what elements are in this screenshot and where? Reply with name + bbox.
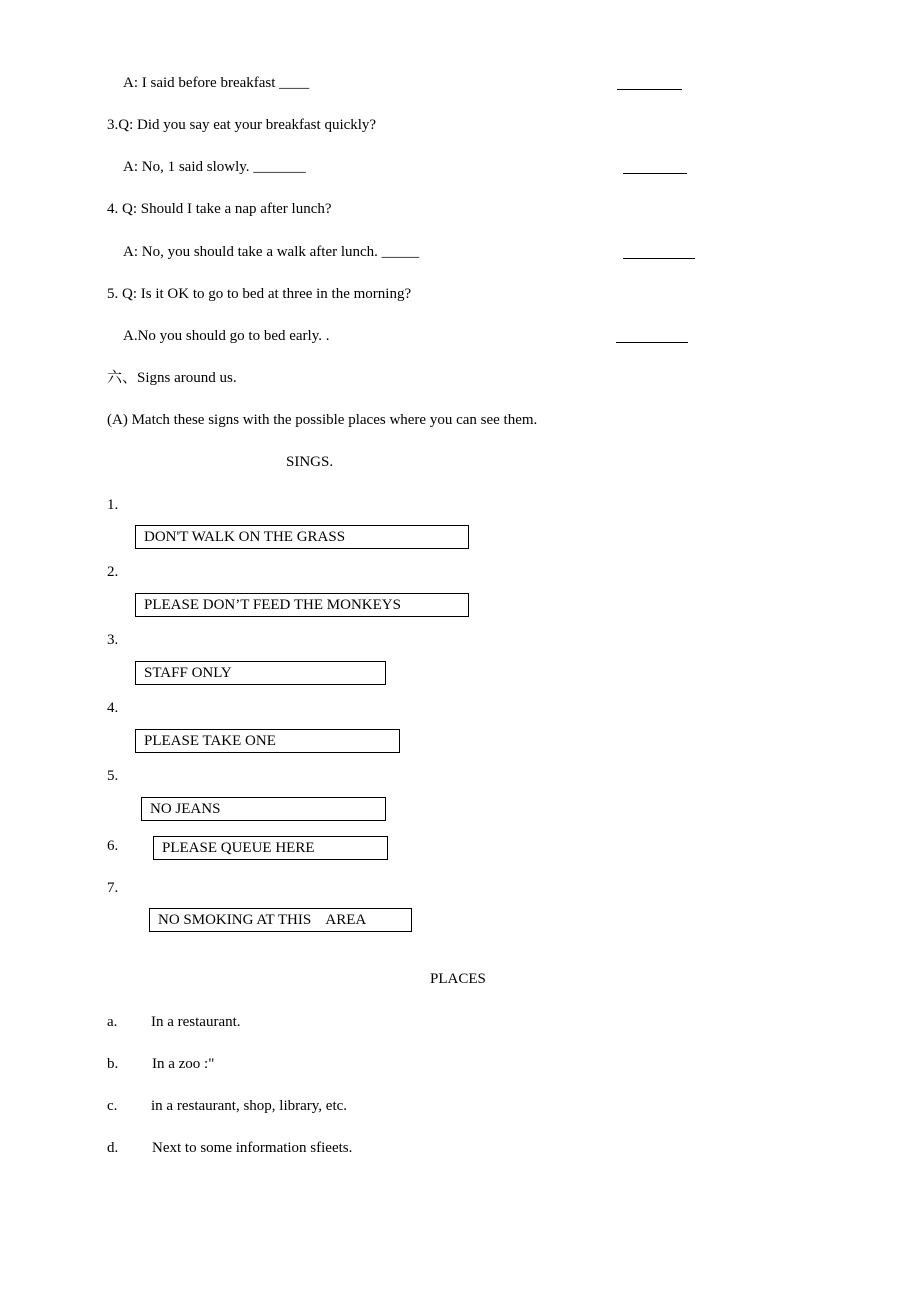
answer-line-2: A: I said before breakfast ____ xyxy=(123,75,310,91)
sign-box: DON'T WALK ON THE GRASS xyxy=(135,525,469,549)
answer-blank-5[interactable] xyxy=(616,342,688,343)
question-line-4: 4. Q: Should I take a nap after lunch? xyxy=(107,201,332,217)
place-text: Next to some information sfieets. xyxy=(152,1140,353,1156)
sign-box: NO SMOKING AT THIS AREA xyxy=(149,908,412,932)
place-letter: d. xyxy=(107,1140,119,1156)
sign-number: 7. xyxy=(107,880,119,896)
place-letter: b. xyxy=(107,1056,119,1072)
place-letter: c. xyxy=(107,1098,118,1114)
sign-box: PLEASE DON’T FEED THE MONKEYS xyxy=(135,593,469,617)
sign-box: STAFF ONLY xyxy=(135,661,386,685)
section-instruction: (A) Match these signs with the possible places where you can see them. xyxy=(107,412,538,428)
place-text: In a zoo :" xyxy=(152,1056,215,1072)
question-line-5: 5. Q: Is it OK to go to bed at three in the morning? xyxy=(107,286,412,302)
answer-blank-4[interactable] xyxy=(623,258,695,259)
sign-number: 2. xyxy=(107,564,119,580)
answer-line-3: A: No, 1 said slowly. _______ xyxy=(123,159,306,175)
sign-box: PLEASE QUEUE HERE xyxy=(153,836,388,860)
answer-blank-2[interactable] xyxy=(617,89,682,90)
sign-number: 5. xyxy=(107,768,119,784)
signs-heading: SINGS. xyxy=(286,454,334,470)
section-title: 六、Signs around us. xyxy=(107,370,237,386)
sign-number: 3. xyxy=(107,632,119,648)
place-letter: a. xyxy=(107,1014,118,1030)
place-text: In a restaurant. xyxy=(151,1014,241,1030)
sign-number: 4. xyxy=(107,700,119,716)
sign-number: 6. xyxy=(107,838,119,854)
question-line-3: 3.Q: Did you say eat your breakfast quickly? xyxy=(107,117,377,133)
answer-line-5: A.No you should go to bed early. . xyxy=(123,328,330,344)
sign-box: PLEASE TAKE ONE xyxy=(135,729,400,753)
answer-line-4: A: No, you should take a walk after lunch. _____ xyxy=(123,244,420,260)
sign-box: NO JEANS xyxy=(141,797,386,821)
answer-blank-3[interactable] xyxy=(623,173,687,174)
sign-number: 1. xyxy=(107,497,119,513)
places-heading: PLACES xyxy=(430,971,486,987)
place-text: in a restaurant, shop, library, etc. xyxy=(151,1098,348,1114)
